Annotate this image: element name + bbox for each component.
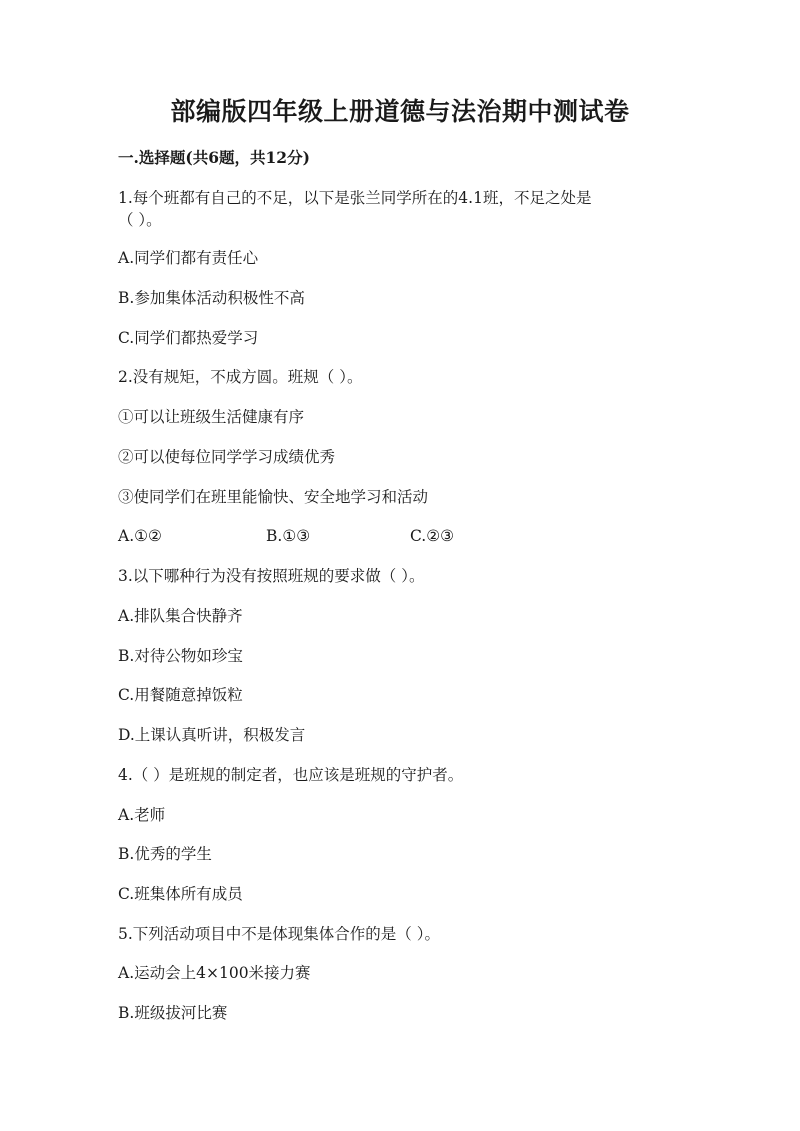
section-heading: 一.选择题(共6题，共12分)	[118, 148, 310, 167]
question-2-stem: 2.没有规矩，不成方圆。班规（ ）。	[118, 368, 363, 386]
question-1-option-c: C.同学们都热爱学习	[118, 329, 259, 347]
question-1-option-a: A.同学们都有责任心	[118, 249, 259, 267]
question-4-option-b: B.优秀的学生	[118, 845, 212, 863]
question-5-option-b: B.班级拔河比赛	[118, 1004, 228, 1022]
question-2-statement-3: ③使同学们在班里能愉快、安全地学习和活动	[118, 488, 429, 506]
question-1-stem-line-2: （ ）。	[118, 211, 162, 229]
question-3-option-c: C.用餐随意掉饭粒	[118, 686, 243, 704]
question-2-statement-2: ②可以使每位同学学习成绩优秀	[118, 448, 336, 466]
question-5-option-a: A.运动会上4×100米接力赛	[118, 964, 311, 982]
question-2-options-row	[118, 525, 678, 547]
question-4-option-c: C.班集体所有成员	[118, 885, 243, 903]
question-4-option-a: A.老师	[118, 806, 166, 824]
question-1-stem-line-1: 1.每个班都有自己的不足，以下是张兰同学所在的4.1班，不足之处是	[118, 189, 592, 207]
question-4-stem: 4.（ ）是班规的制定者，也应该是班规的守护者。	[118, 766, 464, 784]
question-5-stem: 5.下列活动项目中不是体现集体合作的是（ ）。	[118, 925, 440, 943]
question-2-statement-1: ①可以让班级生活健康有序	[118, 408, 305, 426]
question-1-option-b: B.参加集体活动积极性不高	[118, 289, 305, 307]
question-3-option-b: B.对待公物如珍宝	[118, 647, 243, 665]
question-2-option-a: A.①②	[118, 527, 162, 545]
question-3-option-d: D.上课认真听讲，积极发言	[118, 726, 306, 744]
page-title: 部编版四年级上册道德与法治期中测试卷	[170, 97, 630, 126]
question-3-stem: 3.以下哪种行为没有按照班规的要求做（ ）。	[118, 567, 425, 585]
question-2-option-c: C.②③	[410, 527, 455, 545]
question-2-option-b: B.①③	[266, 527, 311, 545]
question-3-option-a: A.排队集合快静齐	[118, 607, 243, 625]
